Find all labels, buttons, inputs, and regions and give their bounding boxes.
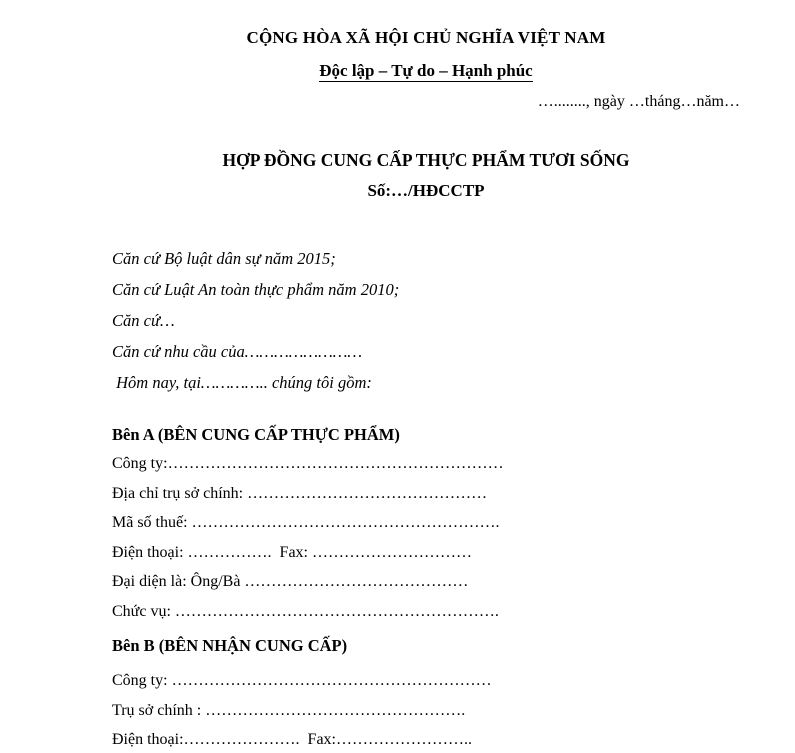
party-a-field-representative: Đại diện là: Ông/Bà …………………………………… [112,573,469,590]
preamble-line-legal-basis-4: Căn cứ nhu cầu của…………………… [112,342,363,361]
party-a-field-address: Địa chỉ trụ sở chính: ……………………………………… [112,484,488,502]
party-b-field-phone-fax: Điện thoại:…………………. Fax:…………………….. [112,731,472,748]
contract-number: Số:…/HĐCCTP [367,181,485,200]
preamble [112,243,740,398]
motto-text: Độc lập – Tự do – Hạnh phúc [319,61,533,80]
party-b-field-address: Trụ sở chính : …………………………………………. [112,701,466,719]
preamble-line-legal-basis-2: Căn cứ Luật An toàn thực phẩm năm 2010; [112,280,400,299]
party-b-fields [112,666,740,753]
party-a-heading: Bên A (BÊN CUNG CẤP THỰC PHẨM) [112,425,400,444]
party-b-heading: Bên B (BÊN NHẬN CUNG CẤP) [112,636,348,655]
preamble-line-legal-basis-3: Căn cứ… [112,311,175,330]
party-b-field-company: Công ty: …………………………………………………… [112,672,492,689]
party-a-fields [112,449,740,626]
preamble-line-legal-basis-1: Căn cứ Bộ luật dân sự năm 2015; [112,249,336,268]
date-line: …........, ngày …tháng…năm… [537,93,740,110]
party-a-field-phone-fax: Điện thoại: ……………. Fax: ………………………… [112,543,472,561]
contract-title: HỢP ĐỒNG CUNG CẤP THỰC PHẨM TƯƠI SỐNG [222,150,630,170]
party-a-field-company: Công ty:……………………………………………………… [112,455,504,472]
national-title: CỘNG HÒA XÃ HỘI CHỦ NGHĨA VIỆT NAM [246,28,606,47]
motto-line [112,60,740,82]
party-a-field-tax-code: Mã số thuế: …………………………………………………. [112,514,500,531]
party-a-field-position: Chức vụ: ……………………………………………………. [112,602,499,620]
preamble-line-today: Hôm nay, tại………….. chúng tôi gồm: [112,373,372,392]
